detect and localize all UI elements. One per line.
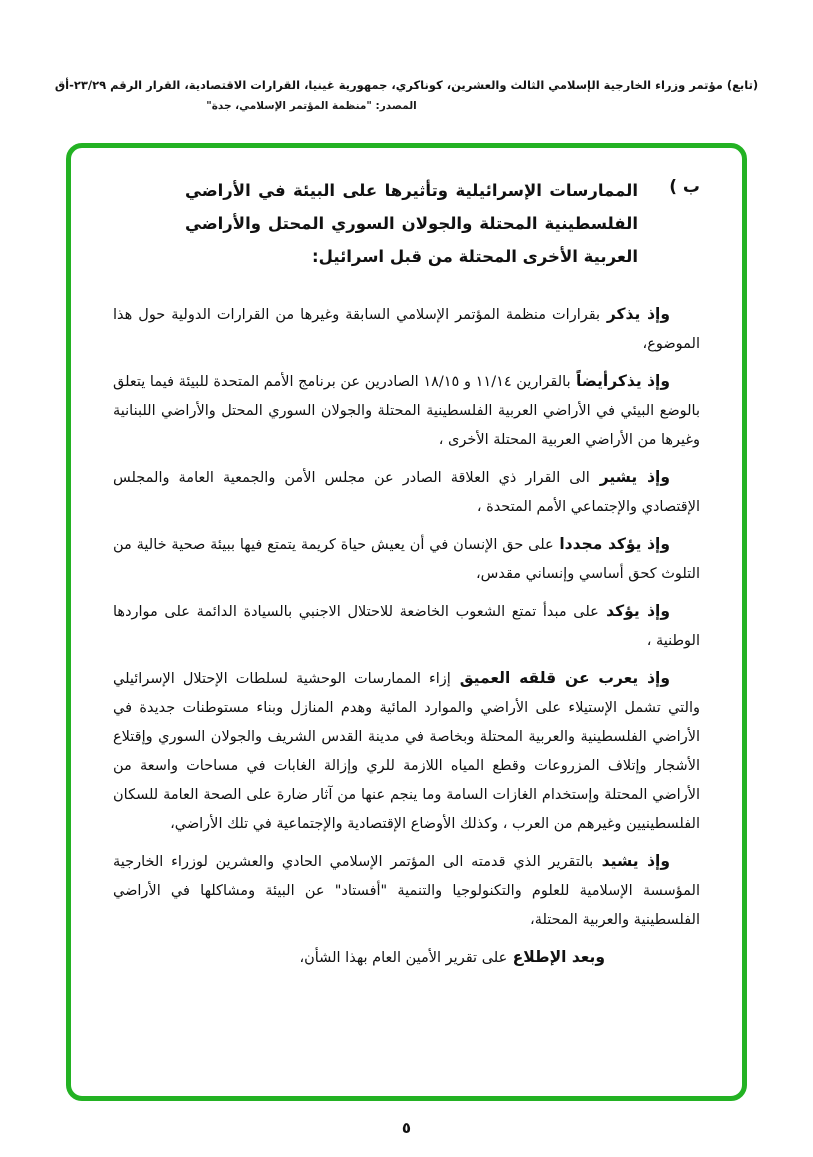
paragraph-text: على مبدأ تمتع الشعوب الخاضعة للاحتلال الاجنبي بالسيادة الدائمة على مواردها الوطنية ،	[113, 604, 700, 649]
page-number: ٥	[401, 1119, 412, 1137]
paragraph-text: بالتقرير الذي قدمته الى المؤتمر الإسلامي الحادي والعشرين لوزراء الخارجية المؤسسة الإسلامية للعلوم والتكنولوجيا والتنمية "أفستاد" عن البيئة ومشاكلها في الأراضي الفلسطينية والعربية المحتلة،	[113, 854, 700, 928]
paragraph-text: الى القرار ذي العلاقة الصادر عن مجلس الأمن والجمعية العامة والمجلس الإقتصادي والإجتماعي الأمم المتحدة ،	[113, 470, 700, 515]
paragraph-text: على حق الإنسان في أن يعيش حياة كريمة يتمتع فيها ببيئة صحية خالية من التلوث كحق أساسي وإنساني مقدس،	[113, 537, 700, 582]
section-marker: ب )	[669, 177, 700, 197]
paragraph-lead-phrase: وإذ يشيد	[593, 852, 670, 870]
paragraph-lead-phrase: وإذ يذكرأيضاً	[570, 372, 670, 390]
header-citation-line: (تابع) مؤتمر وزراء الخارجية الإسلامي الثالث والعشرين، كوناكري، جمهورية غينيا، القرارات الاقتصادية، القرار الرقم ٢٣/٢٩-أق	[54, 78, 759, 92]
paragraph	[113, 942, 700, 973]
paragraph-text: على تقرير الأمين العام بهذا الشأن،	[299, 950, 508, 966]
header-source-line: المصدر: "منظمة المؤتمر الإسلامي، جدة"	[206, 100, 417, 112]
paragraph	[113, 462, 700, 522]
paragraph-lead-phrase: وإذ يؤكد	[598, 602, 670, 620]
paragraph	[113, 596, 700, 656]
paragraph-lead-phrase: وإذ يشير	[589, 468, 670, 486]
paragraph	[113, 299, 700, 359]
paragraph-lead-phrase: وبعد الإطلاع	[507, 948, 605, 966]
green-content-frame	[66, 143, 747, 1101]
section-heading: الممارسات الإسرائيلية وتأثيرها على البيئة في الأراضي الفلسطينية المحتلة والجولان السوري المحتل والأراضي العربية الأخرى المحتلة من قبل اسرائيل:	[185, 181, 638, 266]
paragraph	[113, 366, 700, 455]
paragraph-text: إزاء الممارسات الوحشية لسلطات الإحتلال الإسرائيلي والتي تشمل الإستيلاء على الأراضي والموارد المائية وهدم المنازل وبناء مستوطنات جديدة في الأراضي الفلسطينية والعربية المحتلة وبخاصة في مدينة القدس الشريف والجولان السوري وإقتلاع الأشجار وإتلاف المزروعات وقطع المياه اللازمة للري وإزالة الغابات في مساحات واسعة من الأراضي المحتلة وإستخدام الغازات السامة وما ينجم عنها من آثار ضارة على الصحة العامة للسكان الفلسطينيين وغيرهم من العرب ، وكذلك الأوضاع الإقتصادية والإجتماعية في تلك الأراضي،	[113, 671, 700, 832]
paragraph-text: بقرارات منظمة المؤتمر الإسلامي السابقة وغيرها من القرارات الدولية حول هذا الموضوع،	[113, 307, 700, 352]
paragraph-lead-phrase: وإذ يعرب عن قلقه العميق	[450, 669, 670, 687]
paragraph-text: بالقرارين ١١/١٤ و ١٨/١٥ الصادرين عن برنامج الأمم المتحدة للبيئة فيما يتعلق بالوضع البيئي في الأراضي العربية الفلسطينية المحتلة والجولان السوري المحتل والأراضي اللبنانية وغيرها من الأراضي العربية المحتلة الأخرى ،	[113, 374, 700, 448]
document-header	[0, 78, 813, 112]
paragraph	[113, 663, 700, 839]
paragraph-lead-phrase: وإذ يذكر	[600, 305, 670, 323]
paragraph	[113, 529, 700, 589]
paragraph-lead-phrase: وإذ يؤكد مجددا	[553, 535, 670, 553]
section-heading-row	[113, 174, 700, 273]
paragraph	[113, 846, 700, 935]
paragraphs-container	[113, 299, 700, 973]
